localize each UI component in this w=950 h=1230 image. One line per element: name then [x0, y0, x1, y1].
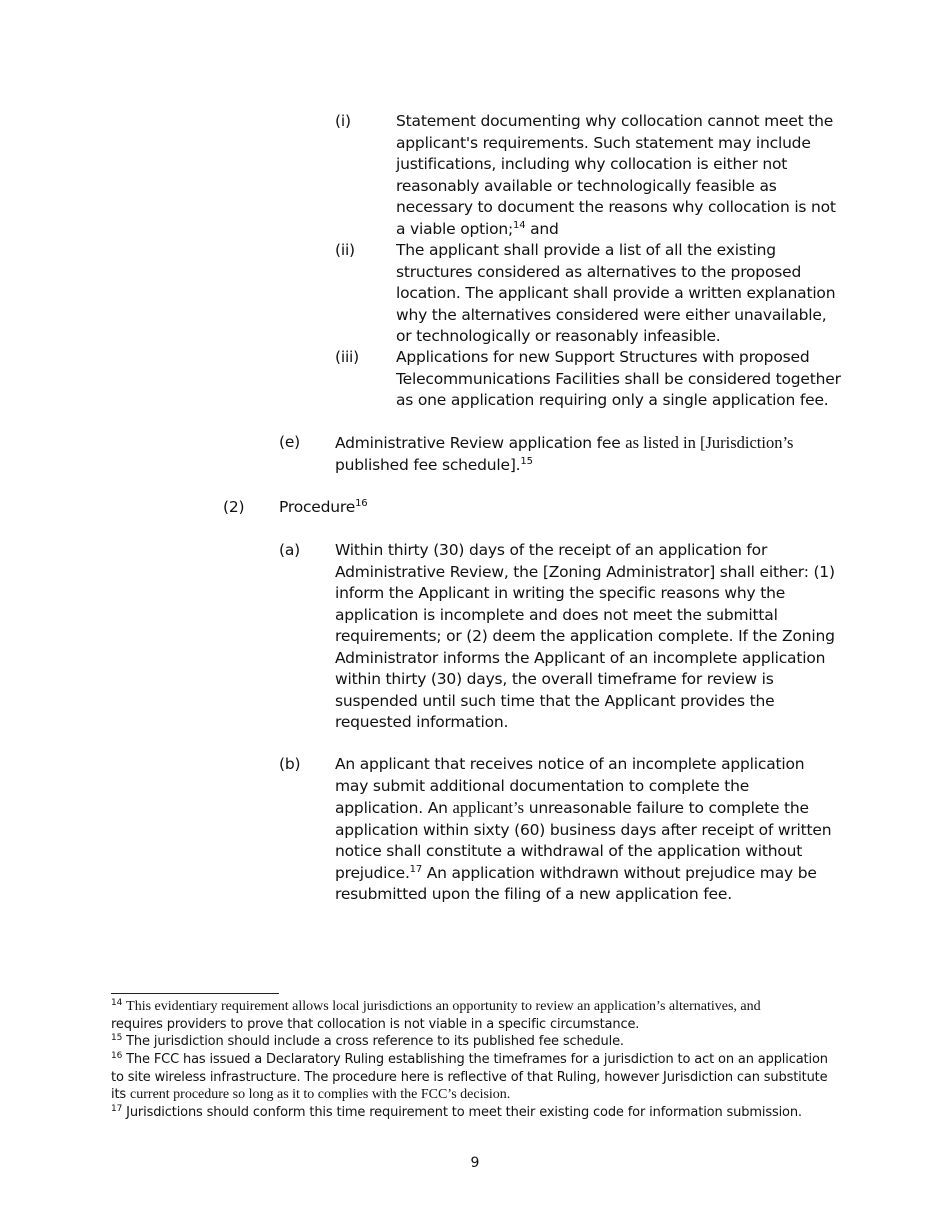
footnote-15: $^{15}$ The jurisdiction should include a cross reference to its published fee schedule. [111, 1033, 624, 1049]
section-label: (2) [223, 498, 245, 516]
page-number: 9 [470, 1155, 480, 1171]
footnote-ref[interactable]: 17 [409, 863, 422, 875]
item-label: (a) [279, 541, 300, 559]
footnote-17: $^{17}$ Jurisdictions should conform this time requirement to meet their existing code for information submission. [111, 1104, 802, 1120]
subitem-text: The applicant shall provide a list of all the existing structures considered as alternatives to the proposed location. The applicant shall provide a written explanation why the alternatives considered were either unavailable, or technologically or reasonably infeasible. [396, 241, 836, 345]
footnote-ref[interactable]: 14 [513, 219, 526, 231]
item-text: Administrative Review application fee as listed in [Jurisdiction’s published fee schedule].$^{15}$ [335, 433, 794, 474]
section-heading: Procedure$^{16}$ [279, 498, 368, 516]
item-text: An applicant that receives notice of an incomplete application may submit additional documentation to complete the application. An applicant’s unreasonable failure to complete the application within sixty (60) business days after receipt of written notice shall constitute a withdrawal of the application without prejudice.$^{17}$ An application withdrawn without prejudice may be resubmitted upon the filing of a new application fee. [335, 755, 832, 903]
footnote-ref[interactable]: 16 [355, 498, 368, 509]
subitem-label: (ii) [335, 241, 355, 259]
subitem-label: (iii) [335, 348, 360, 366]
subitem-label: (i) [335, 112, 351, 130]
item-label: (e) [279, 433, 301, 451]
subitem-text: Statement documenting why collocation cannot meet the applicant's requirements. Such statement may include justifications, including why collocation is either not reasonably available or technologically feasible as necessary to document the reasons why collocation is not a viable option;$^{14}$ and [396, 112, 836, 238]
footnote-separator [111, 993, 279, 994]
footnote-14: $^{14}$ This evidentiary requirement allows local jurisdictions an opportunity to review an application’s alternatives, and requires providers to prove that collocation is not viable in a specific circumstance. [111, 998, 761, 1032]
footnote-ref[interactable]: 15 [520, 455, 533, 467]
item-text: Within thirty (30) days of the receipt of an application for Administrative Review, the [Zoning Administrator] shall either: (1) inform the Applicant in writing the specific reasons why the application is incomplete and does not meet the submittal requirements; or (2) deem the application complete. If the Zoning Administrator informs the Applicant of an incomplete application within thirty (30) days, the overall timeframe for review is suspended until such time that the Applicant provides the requested information. [335, 541, 835, 731]
item-label: (b) [279, 755, 301, 773]
subitem-text: Applications for new Support Structures with proposed Telecommunications Facilities shall be considered together as one application requiring only a single application fee. [396, 348, 841, 409]
footnote-16: $^{16}$ The FCC has issued a Declaratory Ruling establishing the timeframes for a jurisdiction to act on an application to site wireless infrastructure. The procedure here is reflective of that Ruling, however Jurisdiction can substitute its current procedure so long as it to complies with the FCC’s decision. [111, 1051, 828, 1102]
